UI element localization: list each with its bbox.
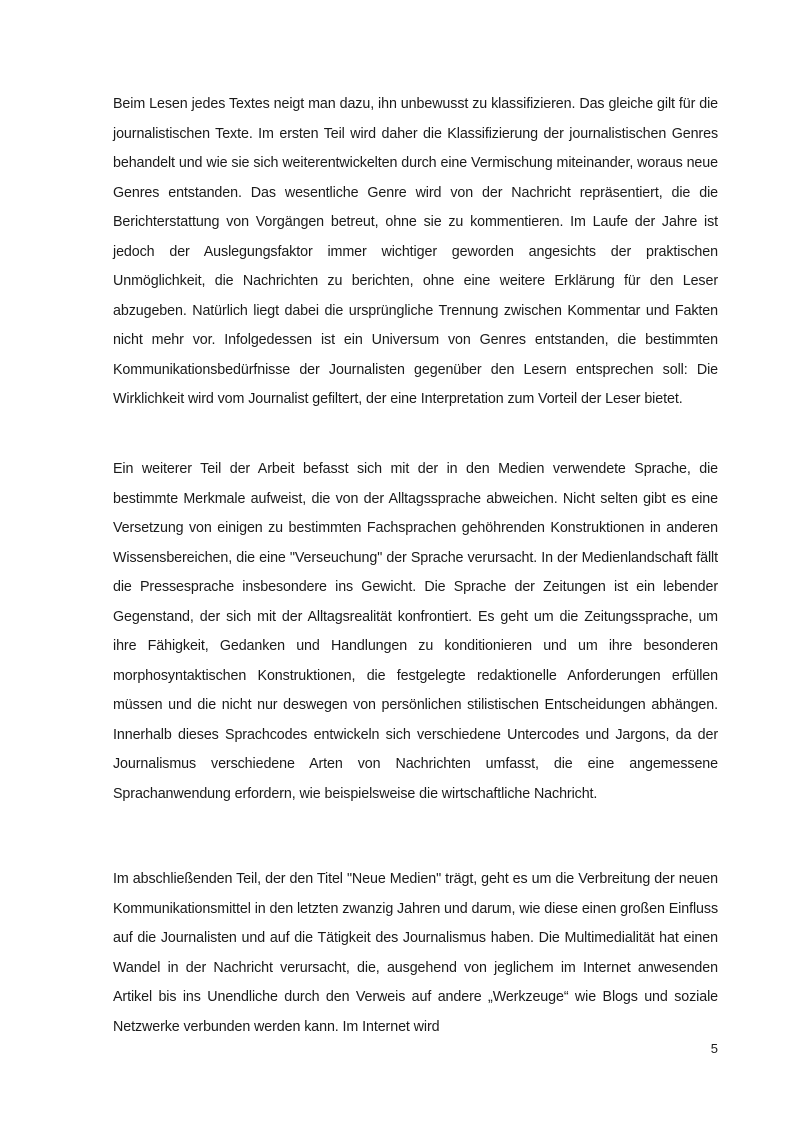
paragraph-media-language: Ein weiterer Teil der Arbeit befasst sich mit der in den Medien verwendete Sprache, die bestimmte Merkmale aufweist, die von der Alltagssprache abweichen. Nicht selten gibt es eine Versetzung von einigen zu bestimmten Fachsprachen gehöhrenden Konstruktionen in anderen Wissensbereichen, die eine "Verseuchung" der Sprache verursacht. In der Medienlandschaft fällt die Pressesprache insbesondere ins Gewicht. Die Sprache der Zeitungen ist ein lebender Gegenstand, der sich mit der Alltagsrealität konfrontiert. Es geht um die Zeitungssprache, um ihre Fähigkeit, Gedanken und Handlungen zu konditionieren und um ihre besonderen morphosyntaktischen Konstruktionen, die festgelegte redaktionelle Anforderungen erfüllen müssen und die nicht nur deswegen von persönlichen stilistischen Entscheidungen abhängen. Innerhalb dieses Sprachcodes entwickeln sich verschiedene Untercodes und Jargons, da der Journalismus verschiedene Arten von Nachrichten umfasst, die eine angemessene Sprachanwendung erfordern, wie beispielsweise die wirtschaftliche Nachricht.	[113, 461, 718, 802]
page-number: 5	[710, 1041, 718, 1056]
paragraph-new-media: Im abschließenden Teil, der den Titel "Neue Medien" trägt, geht es um die Verbreitung der neuen Kommunikationsmittel in den letzten zwanzig Jahren und darum, wie diese einen großen Einfluss auf die Journalisten und auf die Tätigkeit des Journalismus haben. Die Multimedialität hat einen Wandel in der Nachricht verursacht, die, ausgehend von jeglichem im Internet anwesenden Artikel bis ins Unendliche durch den Verweis auf andere „Werkzeuge“ wie Blogs und soziale Netzwerke verbunden werden kann. Im Internet wird	[113, 871, 718, 1035]
paragraph-classification: Beim Lesen jedes Textes neigt man dazu, ihn unbewusst zu klassifizieren. Das gleiche gilt für die journalistischen Texte. Im ersten Teil wird daher die Klassifizierung der journalistischen Genres behandelt und wie sie sich weiterentwickelten durch eine Vermischung miteinander, woraus neue Genres entstanden. Das wesentliche Genre wird von der Nachricht repräsentiert, die die Berichterstattung von Vorgängen betreut, ohne sie zu kommentieren. Im Laufe der Jahre ist jedoch der Auslegungsfaktor immer wichtiger geworden angesichts der praktischen Unmöglichkeit, die Nachrichten zu berichten, ohne eine weitere Erklärung für den Leser abzugeben. Natürlich liegt dabei die ursprüngliche Trennung zwischen Kommentar und Fakten nicht mehr vor. Infolgedessen ist ein Universum von Genres entstanden, die bestimmten Kommunikationsbedürfnisse der Journalisten gegenüber den Lesern entsprechen soll: Die Wirklichkeit wird vom Journalist gefiltert, der eine Interpretation zum Vorteil der Leser bietet.	[113, 96, 718, 407]
